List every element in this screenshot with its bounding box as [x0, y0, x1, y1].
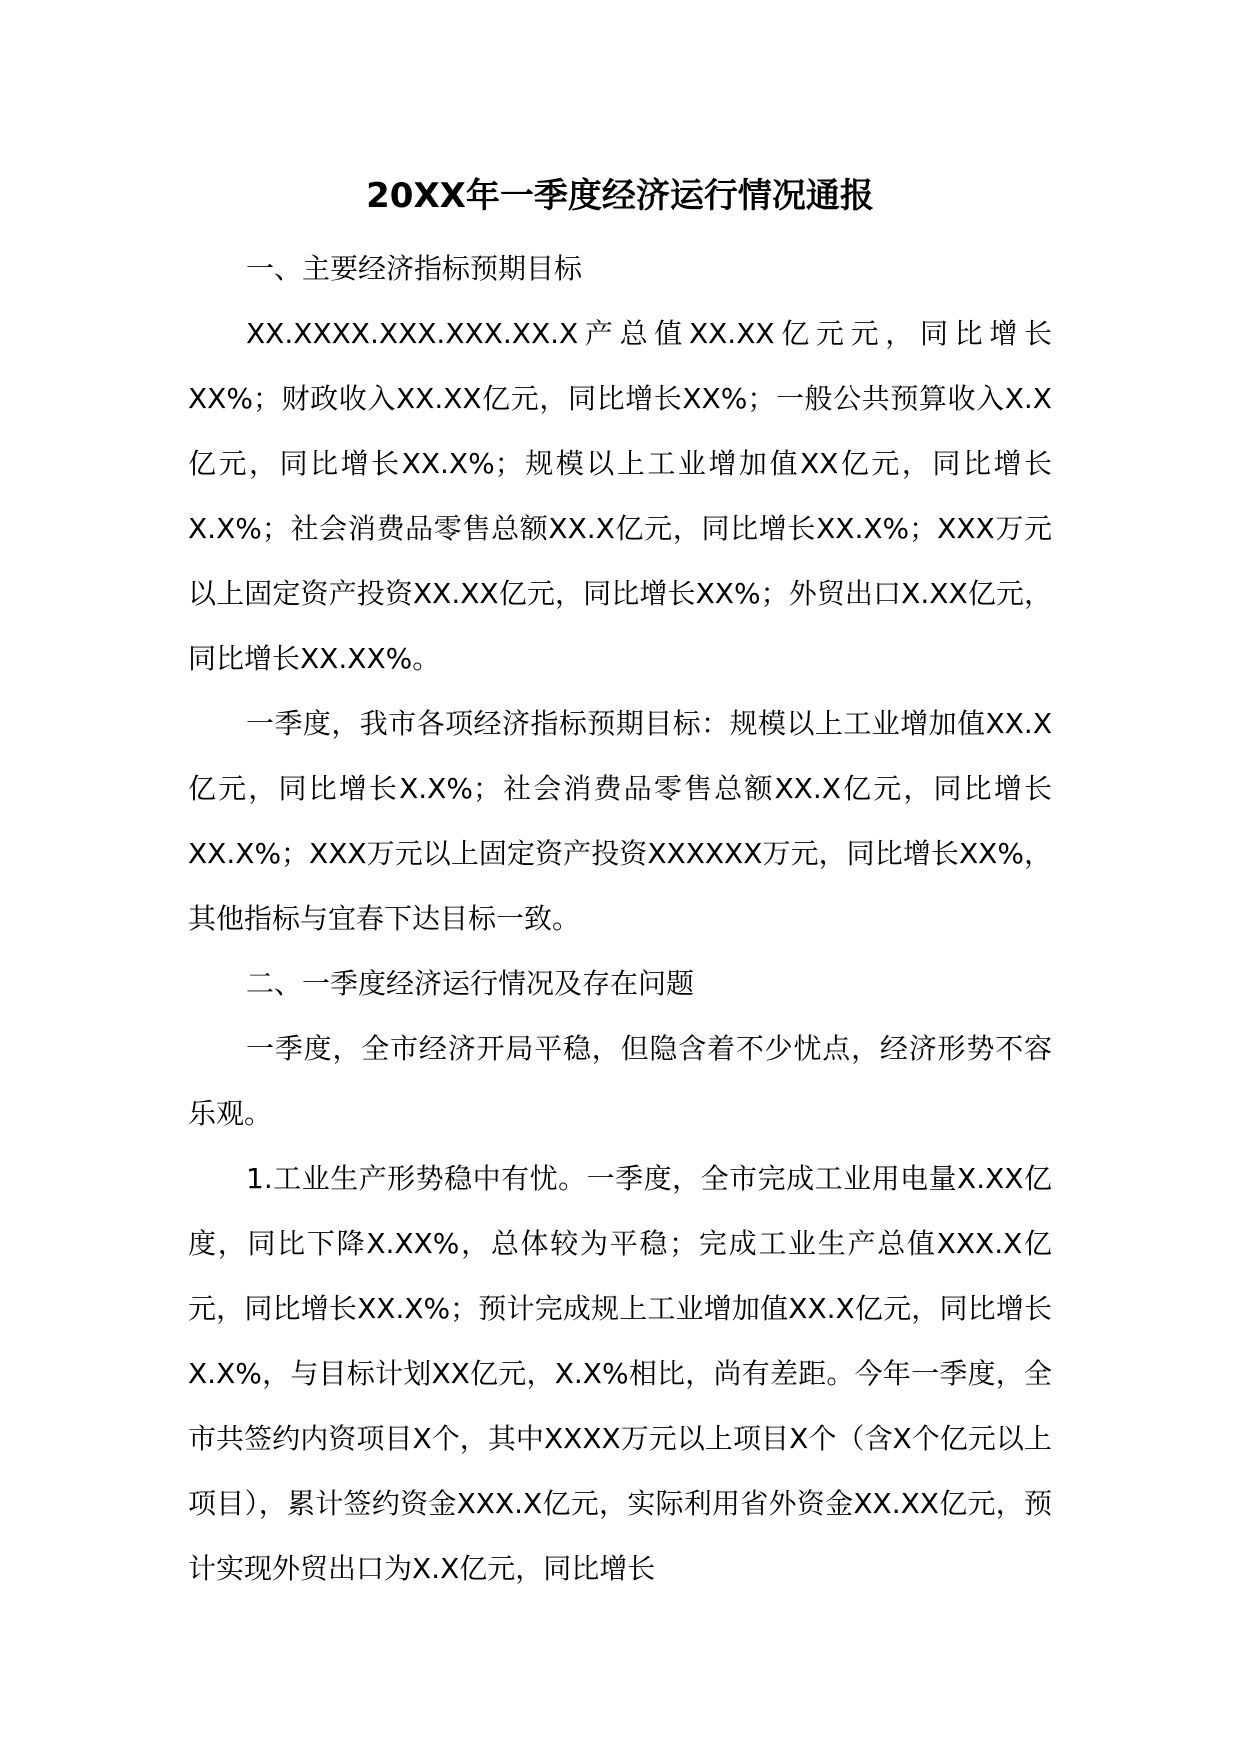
paragraph-indicators: XX.XXXX.XXX.XXX.XX.X产总值XX.XX亿元元，同比增长XX%；财政收入XX.XX亿元，同比增长XX%；一般公共预算收入X.X亿元，同比增长XX.X%；规模以上工业增加值XX亿元，同比增长X.X%；社会消费品零售总额XX.X亿元，同比增长XX.X%；XXX万元以上固定资产投资XX.XX亿元，同比增长XX%；外贸出口X.XX亿元，同比增长XX.XX%。	[188, 317, 1052, 675]
document-title: 20XX年一季度经济运行情况通报	[366, 176, 874, 216]
section-heading-2: 二、一季度经济运行情况及存在问题	[246, 967, 695, 1000]
paragraph-industry: 1.工业生产形势稳中有忧。一季度，全市完成工业用电量X.XX亿度，同比下降X.XX%，总体较为平稳；完成工业生产总值XXX.X亿元，同比增长XX.X%；预计完成规上工业增加值XX.X亿元，同比增长X.X%，与目标计划XX亿元，X.X%相比，尚有差距。今年一季度，全市共签约内资项目X个，其中XXXX万元以上项目X个（含X个亿元以上项目），累计签约资金XXX.X亿元，实际利用省外资金XX.XX亿元，预计实现外贸出口为X.X亿元，同比增长	[188, 1162, 1052, 1585]
paragraph-overview: 一季度，全市经济开局平稳，但隐含着不少忧点，经济形势不容乐观。	[188, 1032, 1052, 1130]
paragraph-quarter-targets: 一季度，我市各项经济指标预期目标：规模以上工业增加值XX.X亿元，同比增长X.X%；社会消费品零售总额XX.X亿元，同比增长XX.X%；XXX万元以上固定资产投资XXXXXX万元，同比增长XX%，其他指标与宜春下达目标一致。	[188, 707, 1052, 935]
section-heading-1: 一、主要经济指标预期目标	[246, 252, 583, 285]
document-body	[188, 236, 1052, 1601]
